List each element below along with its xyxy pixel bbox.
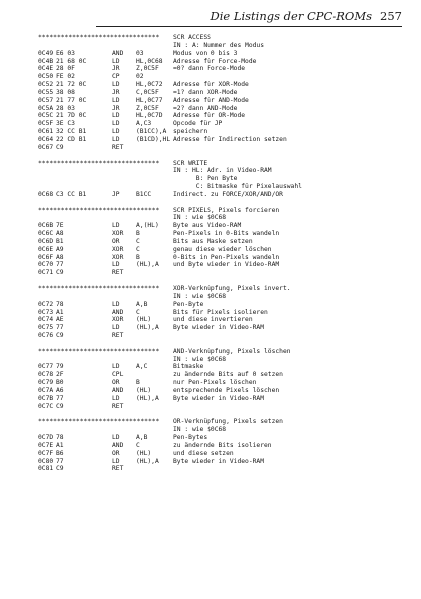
line-opcode-bytes: 7E [56, 222, 64, 230]
line-address: 0C5F [38, 120, 54, 128]
line-comment: Adresse für Indirection setzen [173, 135, 287, 143]
line-mnemonic: XOR [112, 316, 124, 324]
code-line [38, 105, 408, 113]
line-opcode-bytes: 77 [56, 457, 64, 465]
code-line [38, 403, 408, 411]
line-operand: HL,0C72 [136, 81, 163, 89]
line-opcode-bytes: 21 77 0C [56, 96, 87, 104]
line-address: 0C7A [38, 386, 54, 394]
code-line [38, 379, 408, 387]
line-comment: Indirect. zu FORCE/XOR/AND/OR [173, 190, 283, 198]
line-comment: Pen-Bytes [173, 434, 208, 442]
line-opcode-bytes: 77 [56, 324, 64, 332]
line-mnemonic: LD [112, 300, 120, 308]
line-address: 0C5A [38, 104, 54, 112]
line-mnemonic: LD [112, 324, 120, 332]
routine-note: IN : wie $0C68 [173, 214, 227, 222]
line-address: 0C6C [38, 230, 54, 238]
routine-header-line [38, 348, 408, 356]
separator-stars: ******************************** [38, 285, 160, 292]
line-mnemonic: AND [112, 441, 124, 449]
line-address: 0C75 [38, 324, 54, 332]
routine-title: XOR-Verknüpfung, Pixels invert. [173, 285, 291, 292]
line-operand: HL,0C68 [136, 57, 163, 65]
code-line [38, 269, 408, 277]
line-opcode-bytes: C9 [56, 465, 64, 473]
line-mnemonic: CPL [112, 371, 124, 379]
line-opcode-bytes: B1 [56, 237, 64, 245]
line-opcode-bytes: C9 [56, 332, 64, 340]
line-operand: (B1CD),HL [136, 135, 171, 143]
line-mnemonic: RET [112, 332, 124, 340]
code-line [38, 363, 408, 371]
line-comment: Byte wieder in Video-RAM [173, 324, 264, 332]
code-line [38, 450, 408, 458]
line-address: 0C81 [38, 465, 54, 473]
line-comment: Pen-Byte [173, 300, 204, 308]
assembly-listing [38, 34, 408, 473]
line-operand: (HL) [136, 386, 152, 394]
separator-stars: ******************************** [38, 34, 160, 41]
line-operand: (HL),A [136, 394, 159, 402]
line-comment: und diese invertieren [173, 316, 253, 324]
routine-title: SCR WRITE [173, 159, 208, 167]
line-opcode-bytes: 78 [56, 300, 64, 308]
line-comment: Modus von 0 bis 3 [173, 49, 238, 57]
routine-title: SCR PIXELS, Pixels forcieren [173, 206, 280, 214]
line-operand: (HL) [136, 316, 152, 324]
line-mnemonic: XOR [112, 253, 124, 261]
routine-note: B: Pen Byte [173, 175, 238, 183]
line-operand: A,(HL) [136, 222, 159, 230]
line-operand: Z,0C5F [136, 104, 159, 112]
line-opcode-bytes: FE 02 [56, 73, 75, 81]
line-opcode-bytes: 21 72 0C [56, 81, 87, 89]
line-address: 0C6B [38, 222, 54, 230]
line-opcode-bytes: A6 [56, 386, 64, 394]
line-comment: nur Pen-Pixels löschen [173, 379, 257, 387]
code-line [38, 254, 408, 262]
line-address: 0C72 [38, 300, 54, 308]
line-address: 0C7E [38, 441, 54, 449]
line-address: 0C64 [38, 135, 54, 143]
line-comment: =0? dann Force-Mode [173, 65, 246, 73]
routine-note: IN : A: Nummer des Modus [173, 41, 264, 49]
code-line [38, 144, 408, 152]
routine-header-line [38, 418, 408, 426]
line-address: 0C57 [38, 96, 54, 104]
routine-note: IN : wie $0C68 [173, 292, 227, 300]
line-comment: zu ändernde Bits isolieren [173, 441, 272, 449]
line-address: 0C70 [38, 261, 54, 269]
code-line [38, 222, 408, 230]
input-note-line [38, 167, 408, 175]
line-mnemonic: RET [112, 269, 124, 277]
line-comment: Adresse für OR-Mode [173, 112, 246, 120]
line-opcode-bytes: 3E C3 [56, 120, 75, 128]
line-comment: Bitmaske [173, 363, 204, 371]
line-operand: (HL),A [136, 457, 159, 465]
code-line [38, 458, 408, 466]
input-note-line [38, 183, 408, 191]
line-opcode-bytes: C9 [56, 402, 64, 410]
line-operand: B [136, 230, 140, 238]
line-opcode-bytes: 2F [56, 371, 64, 379]
line-comment: Opcode für JP [173, 120, 223, 128]
input-note-line [38, 42, 408, 50]
routine-note: C: Bitmaske für Pixelauswahl [173, 183, 302, 191]
line-operand: B1CC [136, 190, 152, 198]
line-comment: Byte wieder in Video-RAM [173, 457, 264, 465]
line-comment: 0-Bits in Pen-Pixels wandeln [173, 253, 280, 261]
line-opcode-bytes: A9 [56, 245, 64, 253]
line-address: 0C77 [38, 363, 54, 371]
blank-line [38, 199, 408, 207]
line-mnemonic: LD [112, 96, 120, 104]
line-mnemonic: AND [112, 308, 124, 316]
line-comment: und Byte wieder in Video-RAM [173, 261, 280, 269]
page-number: 257 [380, 9, 402, 23]
code-line [38, 128, 408, 136]
code-line [38, 434, 408, 442]
code-line [38, 120, 408, 128]
line-operand: Z,0C5F [136, 65, 159, 73]
code-line [38, 97, 408, 105]
code-line [38, 191, 408, 199]
line-mnemonic: JR [112, 104, 120, 112]
line-opcode-bytes: B0 [56, 379, 64, 387]
line-opcode-bytes: 78 [56, 434, 64, 442]
line-mnemonic: LD [112, 112, 120, 120]
line-opcode-bytes: A8 [56, 230, 64, 238]
line-opcode-bytes: B6 [56, 449, 64, 457]
line-address: 0C55 [38, 88, 54, 96]
line-mnemonic: RET [112, 465, 124, 473]
input-note-line [38, 356, 408, 364]
line-address: 0C61 [38, 128, 54, 136]
code-line [38, 58, 408, 66]
line-address: 0C73 [38, 308, 54, 316]
line-mnemonic: LD [112, 128, 120, 136]
line-mnemonic: LD [112, 261, 120, 269]
line-operand: (HL),A [136, 324, 159, 332]
line-mnemonic: AND [112, 386, 124, 394]
input-note-line [38, 426, 408, 434]
line-mnemonic: OR [112, 237, 120, 245]
line-operand: B [136, 253, 140, 261]
line-mnemonic: LD [112, 222, 120, 230]
routine-note: IN : wie $0C68 [173, 426, 227, 434]
line-comment: speichern [173, 128, 208, 136]
line-opcode-bytes: C3 CC B1 [56, 190, 87, 198]
line-operand: 03 [136, 49, 144, 57]
line-mnemonic: RET [112, 143, 124, 151]
line-opcode-bytes: A8 [56, 253, 64, 261]
line-operand: A,C3 [136, 120, 152, 128]
page-header [96, 8, 402, 27]
line-opcode-bytes: 77 [56, 394, 64, 402]
line-address: 0C50 [38, 73, 54, 81]
line-mnemonic: LD [112, 120, 120, 128]
code-line [38, 50, 408, 58]
code-line [38, 65, 408, 73]
line-mnemonic: LD [112, 81, 120, 89]
line-address: 0C79 [38, 379, 54, 387]
line-operand: HL,0C7D [136, 112, 163, 120]
line-address: 0C4B [38, 57, 54, 65]
blank-line [38, 340, 408, 348]
blank-line [38, 411, 408, 419]
code-line [38, 230, 408, 238]
line-mnemonic: RET [112, 402, 124, 410]
line-address: 0C7F [38, 449, 54, 457]
line-opcode-bytes: 21 68 0C [56, 57, 87, 65]
line-address: 0C49 [38, 49, 54, 57]
line-mnemonic: LD [112, 363, 120, 371]
routine-note: IN : HL: Adr. in Video-RAM [173, 167, 272, 175]
code-line [38, 324, 408, 332]
code-line [38, 136, 408, 144]
line-operand: A,C [136, 363, 148, 371]
line-opcode-bytes: AE [56, 316, 64, 324]
line-mnemonic: OR [112, 379, 120, 387]
input-note-line [38, 214, 408, 222]
line-mnemonic: JR [112, 88, 120, 96]
line-opcode-bytes: E6 03 [56, 49, 75, 57]
line-mnemonic: JR [112, 65, 120, 73]
line-comment: Adresse für Force-Mode [173, 57, 257, 65]
line-address: 0C52 [38, 81, 54, 89]
code-line [38, 81, 408, 89]
line-operand: C [136, 441, 140, 449]
line-operand: B [136, 379, 140, 387]
line-operand: 02 [136, 73, 144, 81]
line-comment: =2? dann AND-Mode [173, 104, 238, 112]
separator-stars: ******************************** [38, 418, 160, 426]
routine-title: OR-Verknüpfung, Pixels setzen [173, 418, 283, 426]
line-operand: A,B [136, 300, 148, 308]
line-operand: (HL),A [136, 261, 159, 269]
line-operand: C [136, 237, 140, 245]
line-address: 0C6F [38, 253, 54, 261]
line-comment: Pen-Pixels in 0-Bits wandeln [173, 230, 280, 238]
code-line [38, 73, 408, 81]
line-comment: genau diese wieder löschen [173, 245, 272, 253]
line-operand: A,B [136, 434, 148, 442]
code-line [38, 332, 408, 340]
line-comment: zu ändernde Bits auf 0 setzen [173, 371, 283, 379]
line-address: 0C6E [38, 245, 54, 253]
line-address: 0C76 [38, 332, 54, 340]
routine-title: SCR ACCESS [173, 34, 211, 41]
blank-line [38, 277, 408, 285]
code-line [38, 387, 408, 395]
input-note-line [38, 293, 408, 301]
routine-header-line [38, 160, 408, 168]
separator-stars: ******************************** [38, 159, 160, 167]
line-mnemonic: LD [112, 135, 120, 143]
line-mnemonic: JP [112, 190, 120, 198]
line-mnemonic: LD [112, 57, 120, 65]
line-opcode-bytes: C9 [56, 269, 64, 277]
line-comment: Adresse für XOR-Mode [173, 81, 249, 89]
line-opcode-bytes: 77 [56, 261, 64, 269]
blank-line [38, 152, 408, 160]
line-opcode-bytes: A1 [56, 308, 64, 316]
line-address: 0C80 [38, 457, 54, 465]
code-line [38, 395, 408, 403]
line-mnemonic: XOR [112, 230, 124, 238]
line-comment: Byte wieder in Video-RAM [173, 394, 264, 402]
line-mnemonic: OR [112, 449, 120, 457]
line-comment: Byte aus Video-RAM [173, 222, 242, 230]
routine-title: AND-Verknüpfung, Pixels löschen [173, 347, 291, 355]
line-comment: =1? dann XOR-Mode [173, 88, 238, 96]
line-operand: (B1CC),A [136, 128, 167, 136]
code-line [38, 465, 408, 473]
line-mnemonic: AND [112, 49, 124, 57]
line-opcode-bytes: A1 [56, 441, 64, 449]
input-note-line [38, 175, 408, 183]
routine-note: IN : wie $0C68 [173, 355, 227, 363]
line-address: 0C6D [38, 237, 54, 245]
line-address: 0C4E [38, 65, 54, 73]
line-address: 0C68 [38, 190, 54, 198]
code-line [38, 261, 408, 269]
code-line [38, 301, 408, 309]
code-line [38, 246, 408, 254]
line-address: 0C74 [38, 316, 54, 324]
line-mnemonic: LD [112, 457, 120, 465]
line-opcode-bytes: 28 0F [56, 65, 75, 73]
line-operand: C [136, 245, 140, 253]
separator-stars: ******************************** [38, 347, 160, 355]
line-address: 0C71 [38, 269, 54, 277]
line-opcode-bytes: C9 [56, 143, 64, 151]
line-opcode-bytes: 32 CC B1 [56, 128, 87, 136]
line-operand: (HL) [136, 449, 152, 457]
routine-header-line [38, 207, 408, 215]
line-opcode-bytes: 38 08 [56, 88, 75, 96]
line-address: 0C7C [38, 402, 54, 410]
line-operand: C [136, 308, 140, 316]
separator-stars: ******************************** [38, 206, 160, 214]
running-title: Die Listings der CPC-ROMs [210, 9, 372, 23]
routine-header-line [38, 34, 408, 42]
routine-header-line [38, 285, 408, 293]
line-operand: C,0C5F [136, 88, 159, 96]
code-line [38, 238, 408, 246]
line-address: 0C7D [38, 434, 54, 442]
line-opcode-bytes: 21 7D 0C [56, 112, 87, 120]
line-address: 0C78 [38, 371, 54, 379]
line-operand: HL,0C77 [136, 96, 163, 104]
line-comment: Bits für Pixels isolieren [173, 308, 268, 316]
code-line [38, 371, 408, 379]
line-comment: und diese setzen [173, 449, 234, 457]
line-address: 0C67 [38, 143, 54, 151]
code-line [38, 309, 408, 317]
line-opcode-bytes: 22 CD B1 [56, 135, 87, 143]
code-line [38, 442, 408, 450]
code-line [38, 89, 408, 97]
line-opcode-bytes: 79 [56, 363, 64, 371]
line-comment: entsprechende Pixels löschen [173, 386, 280, 394]
code-line [38, 316, 408, 324]
code-line [38, 112, 408, 120]
line-comment: Adresse für AND-Mode [173, 96, 249, 104]
line-address: 0C7B [38, 394, 54, 402]
line-mnemonic: CP [112, 73, 120, 81]
line-mnemonic: XOR [112, 245, 124, 253]
line-comment: Bits aus Maske setzen [173, 237, 253, 245]
line-opcode-bytes: 28 03 [56, 104, 75, 112]
line-mnemonic: LD [112, 394, 120, 402]
line-address: 0C5C [38, 112, 54, 120]
line-mnemonic: LD [112, 434, 120, 442]
